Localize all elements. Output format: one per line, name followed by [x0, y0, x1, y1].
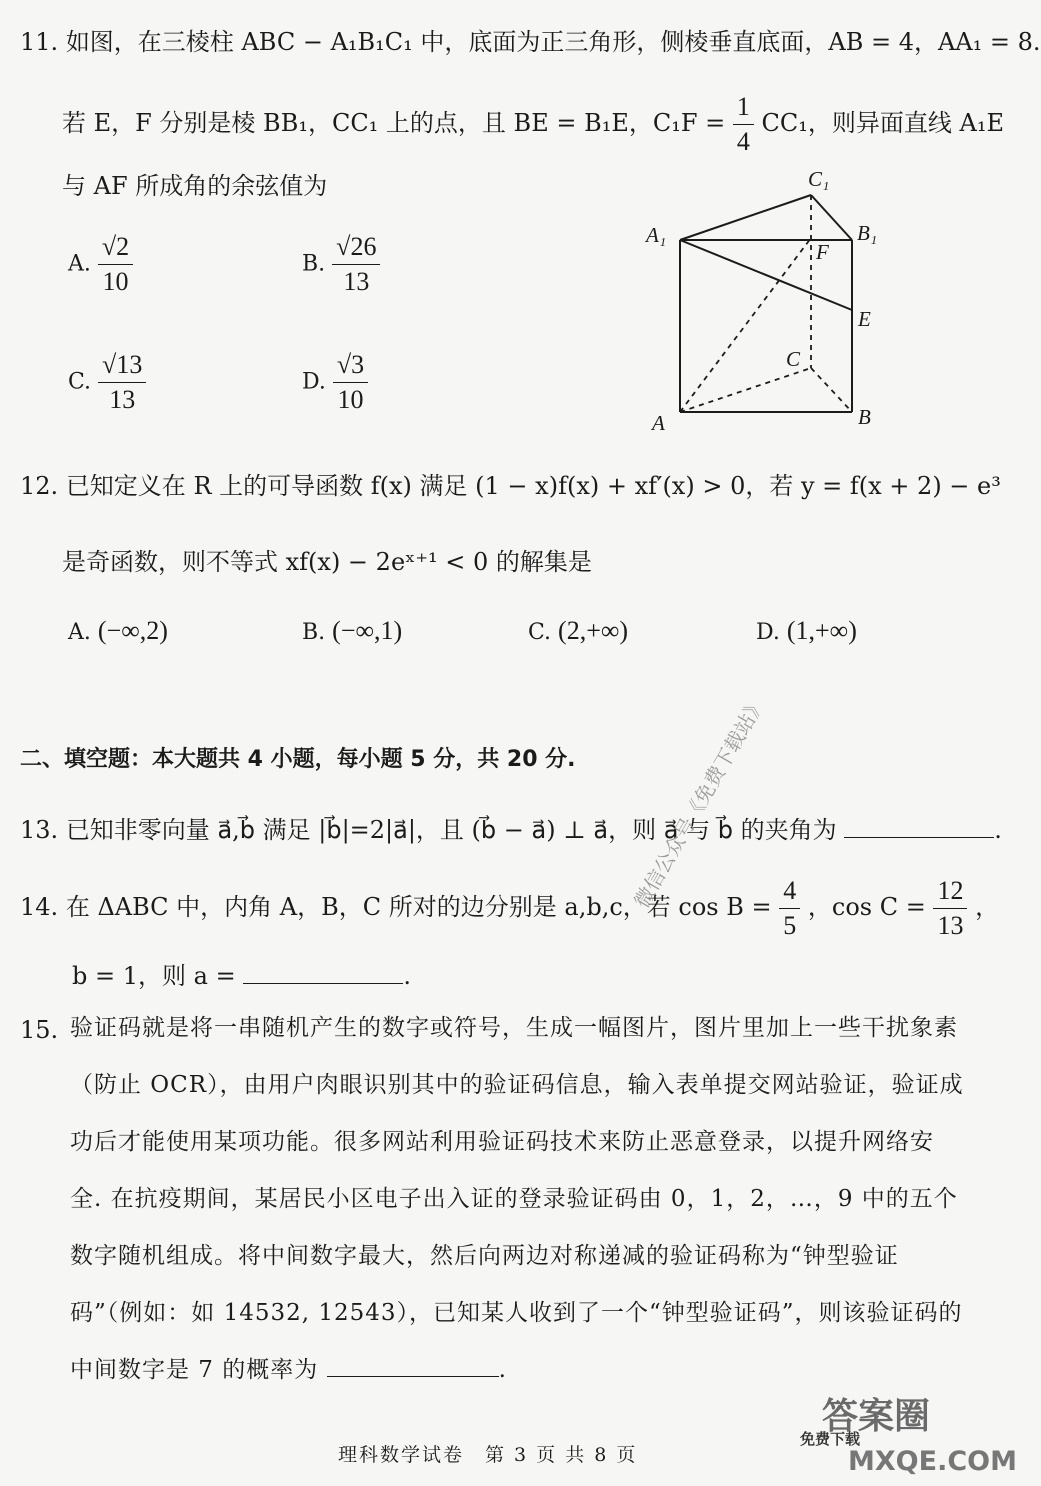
- option-den: 10: [337, 385, 364, 414]
- q12-number: 12.: [20, 472, 59, 500]
- fraction-num: 4: [779, 876, 800, 909]
- label-b1: B₁: [857, 221, 878, 245]
- label-a1: A₁: [646, 223, 667, 247]
- option-text: (2,+∞): [558, 616, 629, 645]
- q15-answer-blank[interactable]: [327, 1376, 499, 1377]
- q15-paragraph: [70, 1000, 970, 1399]
- option-label: A.: [68, 620, 91, 645]
- q14-stem-c: ，: [975, 893, 1000, 921]
- option-num: √2: [98, 232, 133, 265]
- option-label: C.: [528, 620, 552, 645]
- q11-line3: 与 AF 所成角的余弦值为: [62, 172, 328, 200]
- q15-number: 15.: [20, 1016, 59, 1044]
- option-label: C.: [68, 369, 92, 395]
- q15-period: .: [498, 1357, 507, 1383]
- option-den: 10: [102, 267, 129, 296]
- q14-answer-blank[interactable]: [243, 983, 403, 984]
- q13-line: [20, 810, 1002, 845]
- q11-option-a: [68, 232, 133, 297]
- label-a: A: [652, 411, 665, 435]
- page-footer: 理科数学试卷 第 3 页 共 8 页: [338, 1444, 638, 1466]
- q12-line1: [20, 466, 1001, 501]
- option-den: 13: [109, 385, 136, 414]
- logo-main: 答案圈: [822, 1396, 931, 1437]
- q14-line1: [20, 876, 999, 941]
- logo-sub: MXQE.COM: [848, 1446, 1017, 1477]
- q11-number: 11.: [20, 28, 59, 56]
- segment-af: [680, 238, 811, 412]
- watermark-text: 微信公众号《免费下载站》: [629, 692, 771, 912]
- q11-option-d: [302, 350, 368, 415]
- q11-option-c: [68, 350, 146, 415]
- fraction-den: 13: [937, 911, 964, 940]
- q11-stem-line1: 如图，在三棱柱 ABC − A₁B₁C₁ 中，底面为正三角形，侧棱垂直底面，AB = 4，AA₁ = 8.: [65, 28, 1041, 56]
- prism-figure: [630, 160, 900, 450]
- q14-stem-a: 在 ΔABC 中，内角 A，B，C 所对的边分别是 a,b,c，若 cos B =: [65, 893, 772, 921]
- q14-stem-line2: b = 1，则 a =: [72, 962, 236, 990]
- q13-answer-blank[interactable]: [844, 837, 994, 838]
- option-num: √3: [333, 350, 368, 383]
- option-text: (1,+∞): [786, 616, 857, 645]
- edge-a1c1: [680, 195, 811, 240]
- option-fraction: [333, 350, 368, 415]
- q11-fraction-den: 4: [736, 127, 750, 156]
- option-label: B.: [302, 251, 326, 277]
- option-label: B.: [302, 620, 326, 645]
- q14-number: 14.: [20, 893, 59, 921]
- q15-stem: 验证码就是将一串随机产生的数字或符号，生成一幅图片，图片里加上一些干扰象素（防止 OCR），由用户肉眼识别其中的验证码信息，输入表单提交网站验证，验证成功后才能使用某项功能。很多网站利用验证码技术来防止恶意登录，以提升网络安 全. 在抗疫期间，某居民小区电子出入证的登录验证码由 0，1，2，…，9 中的五个数字随机组成。将中间数字最大，然后向两边对称递减的验证码称为“钟型验证码”（例如：如 14532, 12543），已知某人收到了一个“钟型验证码”，则该验证码的中间数字是 7 的概率为: [70, 1015, 964, 1383]
- edge-ac: [680, 368, 811, 412]
- corner-logo: [800, 1388, 1017, 1483]
- q13-period: .: [994, 816, 1002, 844]
- option-num: √13: [98, 350, 146, 383]
- label-c1: C₁: [808, 167, 830, 191]
- option-fraction: [98, 350, 146, 415]
- option-fraction: [332, 232, 380, 297]
- option-label: D.: [756, 620, 780, 645]
- q12-option-c: [528, 616, 628, 646]
- label-c: C: [786, 347, 801, 371]
- q12-line2: 是奇函数，则不等式 xf(x) − 2eˣ⁺¹ < 0 的解集是: [62, 548, 592, 576]
- q14-period: .: [403, 962, 411, 990]
- q11-option-b: [302, 232, 380, 297]
- logo-tag: 免费下载: [800, 1430, 861, 1448]
- q14-line2: [72, 956, 411, 991]
- option-fraction: [98, 232, 133, 297]
- option-den: 13: [343, 267, 370, 296]
- q12-stem-line1: 已知定义在 R 上的可导函数 f(x) 满足 (1 − x)f(x) + xf′(x) > 0，若 y = f(x + 2) − e³: [65, 472, 1001, 500]
- edge-cb: [811, 368, 852, 412]
- q14-fraction-cosb: [779, 876, 800, 941]
- q12-option-d: [756, 616, 857, 646]
- q11-line1: [20, 22, 1041, 57]
- q13-stem: 已知非零向量 a⃗,b⃗ 满足 |b⃗|=2|a⃗|，且 (b⃗ − a⃗) ⊥ a⃗，则 a⃗ 与 b⃗ 的夹角为: [65, 816, 837, 844]
- option-text: (−∞,2): [97, 616, 168, 645]
- q12-option-a: [68, 616, 168, 646]
- option-label: D.: [302, 369, 326, 395]
- label-f: F: [816, 240, 829, 264]
- q11-fraction: [733, 92, 754, 157]
- q11-fraction-num: 1: [733, 92, 754, 125]
- q14-stem-b: ，cos C =: [807, 893, 926, 921]
- q11-line2: [62, 92, 1004, 157]
- label-b: B: [858, 405, 871, 429]
- option-text: (−∞,1): [332, 616, 403, 645]
- section-heading: 二、填空题：本大题共 4 小题，每小题 5 分，共 20 分.: [20, 747, 576, 772]
- q12-option-b: [302, 616, 402, 646]
- q11-stem-line2b: CC₁，则异面直线 A₁E: [761, 109, 1004, 137]
- label-e: E: [858, 307, 871, 331]
- edge-c1b1: [811, 195, 852, 240]
- option-num: √26: [332, 232, 380, 265]
- q11-stem-line2a: 若 E，F 分别是棱 BB₁，CC₁ 上的点，且 BE = B₁E，C₁F =: [62, 109, 726, 137]
- fraction-den: 5: [783, 911, 797, 940]
- q13-number: 13.: [20, 816, 59, 844]
- fraction-num: 12: [933, 876, 967, 909]
- q14-fraction-cosc: [933, 876, 967, 941]
- option-label: A.: [68, 251, 91, 277]
